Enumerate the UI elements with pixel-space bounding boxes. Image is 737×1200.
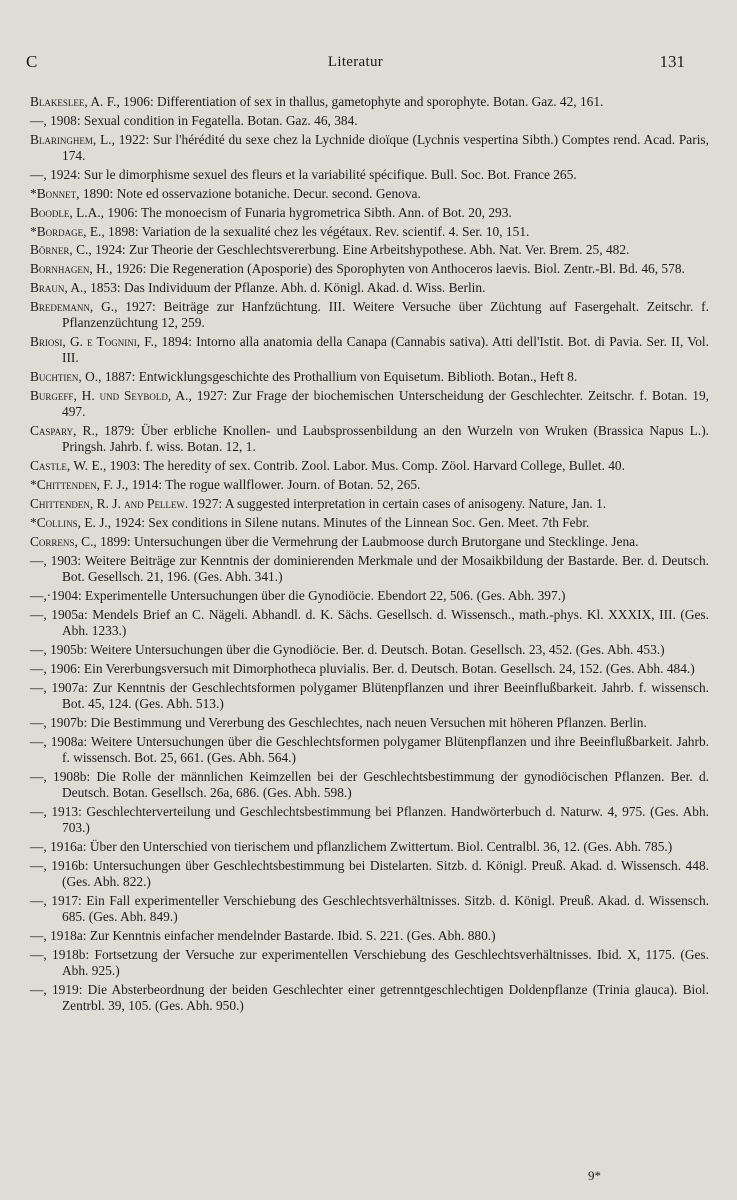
reference-entry [30, 224, 709, 240]
reference-entry [30, 369, 709, 385]
reference-author: *Chittenden, F. J., [30, 477, 129, 493]
reference-list [30, 94, 709, 1017]
reference-text: —, 1924: Sur le dimorphisme sexuel des fleurs et la variabilité spécifique. Bull. Soc. Bot. France 265. [30, 166, 577, 182]
reference-entry [30, 858, 709, 890]
reference-entry [30, 261, 709, 277]
reference-text: —, 1905a: Mendels Brief an C. Nägeli. Abhandl. d. K. Sächs. Gesellsch. d. Wissensch., math.-phys. Kl. XXXIX, III. (Ges. Abh. 1233.) [30, 606, 709, 639]
reference-entry [30, 982, 709, 1014]
header-left-mark: C [26, 52, 38, 71]
reference-entry [30, 388, 709, 420]
reference-text: 1903: The heredity of sex. Contrib. Zool. Labor. Mus. Comp. Zöol. Harvard College, Bullet. 40. [106, 458, 625, 474]
reference-entry [30, 458, 709, 474]
reference-text: 1927: Beiträge zur Hanfzüchtung. III. Weitere Versuche über Züchtung auf Fasergehalt. Zeitschr. f. Pflanzenzüchtung 12, 259. [62, 299, 709, 331]
reference-author: *Collins, E. J., [30, 515, 112, 531]
reference-entry [30, 588, 709, 604]
reference-text: —, 1903: Weitere Beiträge zur Kenntnis der dominierenden Merkmale und der Mosaikbildung der Bastarde. Ber. d. Deutsch. Bot. Gesellsch. 21, 196. (Ges. Abh. 341.) [30, 552, 709, 585]
reference-author: *Bonnet, [30, 185, 80, 201]
reference-entry [30, 280, 709, 296]
reference-author: Castle, W. E., [30, 458, 107, 474]
reference-author: Correns, C., [30, 533, 97, 549]
reference-entry [30, 734, 709, 766]
page-number: 131 [659, 52, 685, 71]
reference-entry [30, 534, 709, 550]
reference-entry [30, 94, 709, 110]
page-header [26, 52, 685, 74]
reference-text: —, 1913: Geschlechterverteilung und Geschlechtsbestimmung bei Pflanzen. Handwörterbuch d. Naturw. 4, 975. (Ges. Abh. 703.) [30, 803, 709, 836]
reference-entry [30, 299, 709, 331]
reference-entry [30, 893, 709, 925]
reference-entry [30, 661, 709, 677]
signature-mark: 9* [588, 1168, 601, 1183]
reference-text: —, 1918b: Fortsetzung der Versuche zur experimentellen Verschiebung des Geschlechtsverhältnisses. Ibid. X, 1175. (Ges. Abh. 925.) [30, 946, 709, 979]
reference-text: 1906: The monoecism of Funaria hygrometrica Sibth. Ann. of Bot. 20, 293. [104, 204, 512, 220]
reference-text: —, 1916b: Untersuchungen über Geschlechtsbestimmung bei Distelarten. Sitzb. d. Königl. Preuß. Akad. d. Wissensch. 448. (Ges. Abh. 822.) [30, 857, 709, 890]
reference-text: 1914: The rogue wallflower. Journ. of Botan. 52, 265. [128, 477, 421, 493]
reference-author: Boodle, L.A., [30, 204, 105, 220]
reference-text: —, 1916a: Über den Unterschied von tierischem und pflanzlichem Zwittertum. Biol. Centralbl. 36, 12. (Ges. Abh. 785.) [30, 838, 673, 854]
reference-text: 1922: Sur l'hérédité du sexe chez la Lychnide dioïque (Lychnis vespertina Sibth.) Comptes rend. Acad. Paris, 174. [62, 131, 709, 163]
reference-author: *Bordage, E., [30, 223, 105, 239]
reference-author: Börner, C., [30, 242, 92, 258]
reference-author: Bornhagen, H., [30, 261, 113, 277]
reference-entry [30, 132, 709, 164]
reference-author: Burgeff, H. und Seybold, A., [30, 388, 192, 404]
reference-text: —,·1904: Experimentelle Untersuchungen über die Gynodiöcie. Ebendort 22, 506. (Ges. Abh. 397.) [30, 587, 566, 603]
reference-text: 1887: Entwicklungsgeschichte des Prothallium von Equisetum. Biblioth. Botan., Heft 8. [101, 369, 578, 385]
reference-entry [30, 928, 709, 944]
reference-text: 1853: Das Individuum der Pflanze. Abh. d. Königl. Akad. d. Wiss. Berlin. [86, 280, 486, 296]
reference-author: Chittenden, R. J. and Pellew. [30, 496, 189, 512]
reference-entry [30, 496, 709, 512]
reference-text: —, 1908a: Weitere Untersuchungen über die Geschlechtsformen polygamer Blütenpflanzen und ihre Beeinflußbarkeit. Jahrb. f. wissensch. Bot. 25, 661. (Ges. Abh. 564.) [30, 733, 709, 765]
reference-text: —, 1905b: Weitere Untersuchungen über die Gynodiöcie. Ber. d. Deutsch. Botan. Gesellsch. 23, 452. (Ges. Abh. 453.) [30, 641, 665, 657]
reference-entry [30, 715, 709, 731]
reference-author: Blakeslee, A. F., [30, 94, 120, 109]
reference-text: —, 1907b: Die Bestimmung und Vererbung des Geschlechtes, nach neuen Versuchen mit höheren Pflanzen. Berlin. [30, 714, 647, 730]
reference-entry [30, 769, 709, 801]
reference-text: 1927: Zur Frage der biochemischen Unterscheidung der Geschlechter. Zeitschr. f. Botan. 19, 497. [62, 388, 709, 420]
reference-text: —, 1906: Ein Vererbungsversuch mit Dimorphotheca pluvialis. Ber. d. Deutsch. Botan. Gesellsch. 24, 152. (Ges. Abh. 484.) [30, 660, 695, 676]
reference-text: —, 1907a: Zur Kenntnis der Geschlechtsformen polygamer Blütenpflanzen und ihrer Beeinflußbarkeit. Jahrb. f. wissensch. Bot. 45, 124. (Ges. Abh. 513.) [30, 679, 709, 711]
reference-author: Caspary, R., [30, 423, 99, 439]
reference-entry [30, 167, 709, 183]
reference-author: Briosi, G. e Tognini, F., [30, 334, 158, 350]
reference-text: —, 1908b: Die Rolle der männlichen Keimzellen bei der Geschlechtsbestimmung der gynodiöcischen Pflanzen. Ber. d. Deutsch. Botan. Gesellsch. 26a, 686. (Ges. Abh. 598.) [30, 768, 709, 800]
reference-text: —, 1908: Sexual condition in Fegatella. Botan. Gaz. 46, 384. [30, 112, 358, 128]
reference-entry [30, 334, 709, 366]
reference-text: —, 1917: Ein Fall experimenteller Verschiebung des Geschlechtsverhältnisses. Sitzb. d. Königl. Preuß. Akad. d. Wissensch. 685. (Ges. Abh. 849.) [30, 892, 709, 925]
reference-entry [30, 113, 709, 129]
reference-text: 1899: Untersuchungen über die Vermehrung der Laubmoose durch Brutorgane und Stecklinge. Jena. [96, 533, 639, 549]
running-title: Literatur [327, 54, 384, 70]
reference-text: 1890: Note ed osservazione botaniche. Decur. second. Genova. [79, 185, 421, 201]
reference-entry [30, 477, 709, 493]
reference-text: 1894: Intorno alla anatomia della Canapa (Cannabis sativa). Atti dell'Istit. Bot. di Pavia. Ser. II, Vol. III. [62, 334, 709, 366]
reference-author: Bredemann, G., [30, 299, 118, 315]
reference-entry [30, 186, 709, 202]
reference-text: —, 1919: Die Absterbeordnung der beiden Geschlechter einer getrenntgeschlechtigen Doldenpflanze (Trinia glauca). Biol. Zentrbl. 39, 105. (Ges. Abh. 950.) [30, 982, 709, 1014]
reference-text: 1924: Zur Theorie der Geschlechtsvererbung. Eine Arbeitshypothese. Abh. Nat. Ver. Brem. 25, 482. [91, 242, 630, 258]
reference-text: 1898: Variation de la sexualité chez les végétaux. Rev. scientif. 4. Ser. 10, 151. [104, 223, 530, 239]
reference-text: 1926: Die Regeneration (Aposporie) des Sporophyten von Anthoceros laevis. Biol. Zentr.-Bl. Bd. 46, 578. [112, 261, 685, 277]
reference-author: Blaringhem, L., [30, 131, 115, 147]
reference-entry [30, 607, 709, 639]
reference-entry [30, 553, 709, 585]
reference-text: —, 1918a: Zur Kenntnis einfacher mendelnder Bastarde. Ibid. S. 221. (Ges. Abh. 880.) [30, 928, 496, 944]
reference-entry [30, 804, 709, 836]
reference-text: 1924: Sex conditions in Silene nutans. Minutes of the Linnean Soc. Gen. Meet. 7th Febr. [111, 515, 590, 531]
reference-author: Braun, A., [30, 280, 87, 296]
reference-entry [30, 680, 709, 712]
reference-entry [30, 947, 709, 979]
reference-entry [30, 242, 709, 258]
reference-entry [30, 839, 709, 855]
reference-entry [30, 423, 709, 455]
reference-entry [30, 515, 709, 531]
reference-entry [30, 205, 709, 221]
reference-text: 1906: Differentiation of sex in thallus, gametophyte and sporophyte. Botan. Gaz. 42, 161. [119, 94, 604, 109]
reference-author: Buchtien, O., [30, 369, 102, 385]
reference-text: 1879: Über erbliche Knollen- und Laubsprossenbildung an den Wurzeln von Wruken (Brassica Napus L.). Pringsh. Jahrb. f. wiss. Botan. 12, 1. [62, 423, 710, 455]
reference-entry [30, 642, 709, 658]
reference-text: 1927: A suggested interpretation in certain cases of anisogeny. Nature, Jan. 1. [188, 496, 607, 512]
